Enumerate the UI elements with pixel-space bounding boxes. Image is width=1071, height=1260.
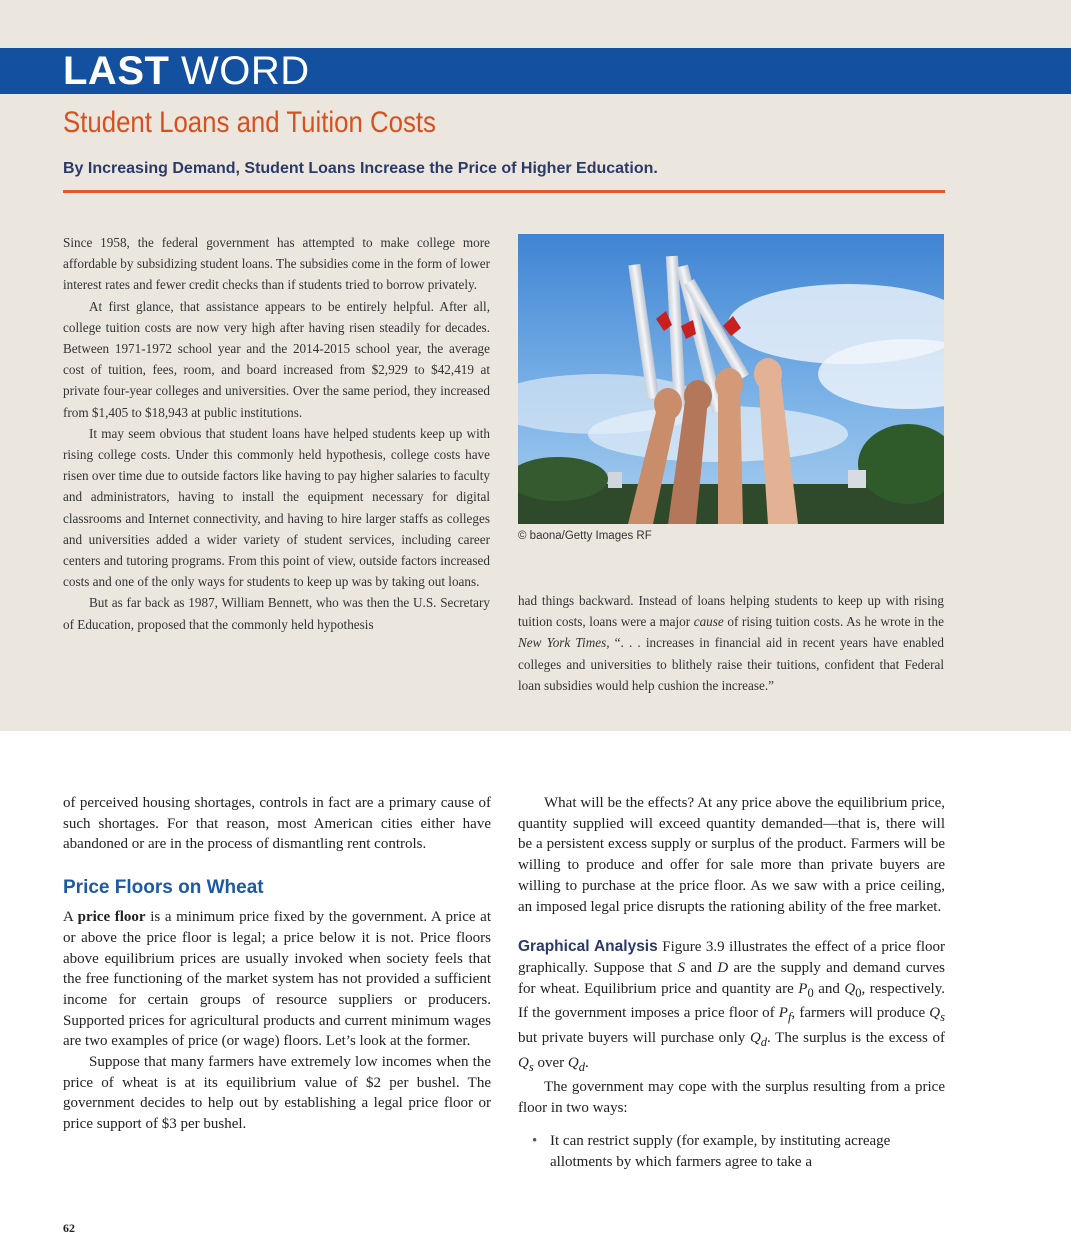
run-in-heading: Graphical Analysis <box>518 938 658 956</box>
article-subtitle: By Increasing Demand, Student Loans Increase the Price of Higher Education. <box>63 160 658 177</box>
photo-graphic <box>518 234 944 524</box>
bullet-item: • It can restrict supply (for example, by instituting acreage allotments by which farmers agree to take a <box>518 1131 945 1172</box>
title-divider <box>63 190 945 193</box>
body-right-column <box>518 793 945 1172</box>
key-term: price floor <box>77 909 146 926</box>
graphical-analysis-paragraph: Graphical Analysis Figure 3.9 illustrates the effect of a price floor graphically. Suppose that S and D are the supply and demand curves for wheat. Equilibrium price and quantity are $P_0$ and $Q_0$, respectively. If the government imposes a price floor of $P_f$, farmers will produce $Q_s$ but private buyers will purchase only $Q_d$. The surplus is the excess of $Q_s$ over $Q_d$. <box>518 938 946 1074</box>
article-title: Student Loans and Tuition Costs <box>63 106 436 139</box>
page-number: 62 <box>63 1221 75 1235</box>
last-word-left-column <box>63 232 490 635</box>
section-heading: Price Floors on Wheat <box>63 877 264 899</box>
last-word-banner <box>0 48 1071 94</box>
paragraph: It may seem obvious that student loans have helped students keep up with rising college costs. Under this commonly held hypothesis, college costs have risen over time due to outside factors like having to pay higher salaries to faculty and administrators, having to install the equipment necessary for digital classrooms and Internet connectivity, and having to hire larger staffs as colleges and universities added a wider variety of student services, including career centers and tutoring programs. From this point of view, outside factors increased costs and one of the only ways for students to keep up was by taking out loans. <box>63 425 491 590</box>
paragraph: At first glance, that assistance appears to be entirely helpful. After all, college tuition costs are now very high after having risen steadily for decades. Between 1971-1972 school year and the 2014-2015 school year, the average cost of tuition, fees, room, and board increased from $2,929 to $42,419 at private four-year colleges and universities. Over the same period, they increased from $1,405 to $18,943 at public institutions. <box>63 298 490 420</box>
paragraph: What will be the effects? At any price above the equilibrium price, quantity supplied will exceed quantity demanded—that is, there will be a persistent excess supply or surplus of the product. Farmers will be willing to produce and offer for sale more than private buyers are willing to purchase at the price floor. As we saw with a price ceiling, an imposed legal price disrupts the rationing ability of the free market. <box>518 795 945 915</box>
paragraph: The government may cope with the surplus resulting from a price floor in two ways: <box>518 1079 945 1117</box>
paragraph: Since 1958, the federal government has attempted to make college more affordable by subsidizing student loans. The subsidies come in the form of lower interest rates and fewer credit checks than if students tried to borrow privately. <box>63 235 490 293</box>
paragraph: Suppose that many farmers have extremely low incomes when the price of wheat is at its equilibrium value of $2 per bushel. The government decides to help out by establishing a legal price floor or price support of $3 per bushel. <box>63 1054 491 1133</box>
graduation-photo <box>518 234 944 524</box>
paragraph: had things backward. Instead of loans helping students to keep up with rising tuition costs, loans were a major cause of rising tuition costs. As he wrote in the New York Times, “. . . increases in financial aid in recent years have enabled colleges and universities to blithely raise their tuitions, confident that Federal loan subsidies would help cushion the increase.” <box>518 593 944 693</box>
last-word-right-column <box>518 590 944 696</box>
body-left-column <box>63 793 491 1135</box>
paragraph: A price floor is a minimum price fixed by the government. A price at or above the price floor is legal; a price below it is not. Price floors above equilibrium prices are usually invoked when society feels that the free functioning of the market system has not provided a sufficient income for certain groups of resource suppliers or producers. Supported prices for agricultural products and current minimum wages are two examples of price (or wage) floors. Let’s look at the former. <box>63 909 491 1050</box>
bullet-icon: • <box>532 1132 538 1149</box>
banner-label: LAST WORD <box>63 49 310 93</box>
photo-credit: © baona/Getty Images RF <box>518 530 652 542</box>
paragraph: of perceived housing shortages, controls in fact are a primary cause of such shortages. For that reason, most American cities either have abandoned or are in the process of dismantling rent controls. <box>63 795 491 853</box>
paragraph: But as far back as 1987, William Bennett, who was then the U.S. Secretary of Education, proposed that the commonly held hypothesis <box>63 595 490 632</box>
